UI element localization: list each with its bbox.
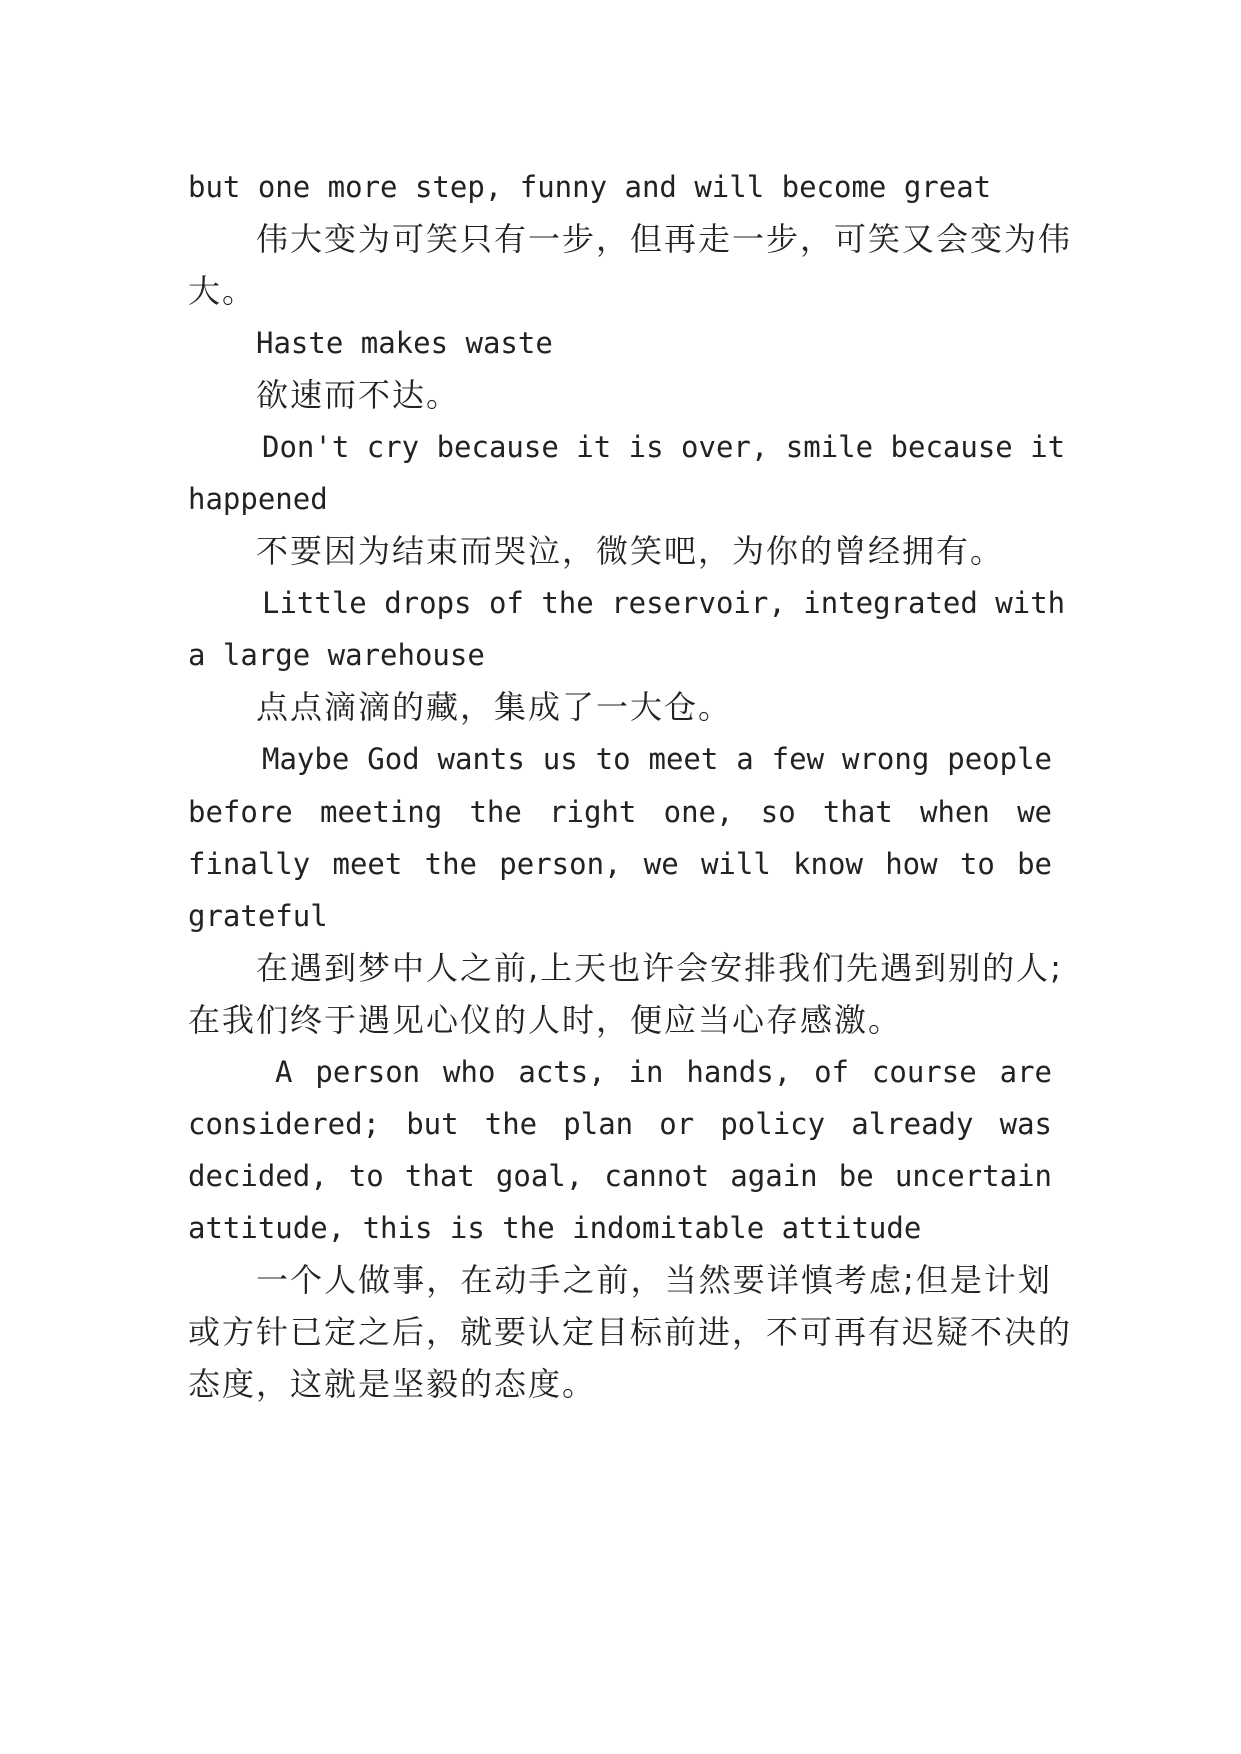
text-line: 点点滴滴的藏，集成了一大仓。	[256, 688, 733, 726]
text-line: 伟大变为可笑只有一步，但再走一步，可笑又会变为伟	[256, 220, 1073, 258]
text-line: A person who acts, in hands, of course are	[275, 1055, 1052, 1089]
text-line: Maybe God wants us to meet a few wrong people	[262, 742, 1052, 776]
text-line: 欲速而不达。	[256, 376, 461, 414]
text-line: considered; but the plan or policy already was	[188, 1107, 1052, 1141]
text-line: 在遇到梦中人之前,上天也许会安排我们先遇到别的人;	[256, 949, 1063, 987]
text-line: 态度，这就是坚毅的态度。	[188, 1365, 597, 1403]
text-line: 或方针已定之后，就要认定目标前进，不可再有迟疑不决的	[188, 1313, 1073, 1351]
text-line: 大。	[188, 272, 257, 310]
text-line: before meeting the right one, so that when we	[188, 795, 1052, 829]
text-line: decided, to that goal, cannot again be uncertain	[188, 1159, 1052, 1193]
text-line: but one more step, funny and will become great	[188, 170, 992, 204]
text-line: finally meet the person, we will know how to be	[188, 847, 1052, 881]
text-line: happened	[188, 482, 328, 516]
text-line: a large warehouse	[188, 638, 485, 672]
text-line: Don't cry because it is over, smile because it	[262, 430, 1066, 464]
text-line: 在我们终于遇见心仪的人时，便应当心存感激。	[188, 1001, 903, 1039]
text-line: 不要因为结束而哭泣，微笑吧，为你的曾经拥有。	[256, 532, 1005, 570]
text-line: Haste makes waste	[256, 326, 553, 360]
text-line: grateful	[188, 899, 328, 933]
text-line: attitude, this is the indomitable attitude	[188, 1211, 922, 1245]
text-line: 一个人做事，在动手之前，当然要详慎考虑;但是计划	[256, 1261, 1052, 1299]
text-line: Little drops of the reservoir, integrated with	[262, 586, 1066, 620]
